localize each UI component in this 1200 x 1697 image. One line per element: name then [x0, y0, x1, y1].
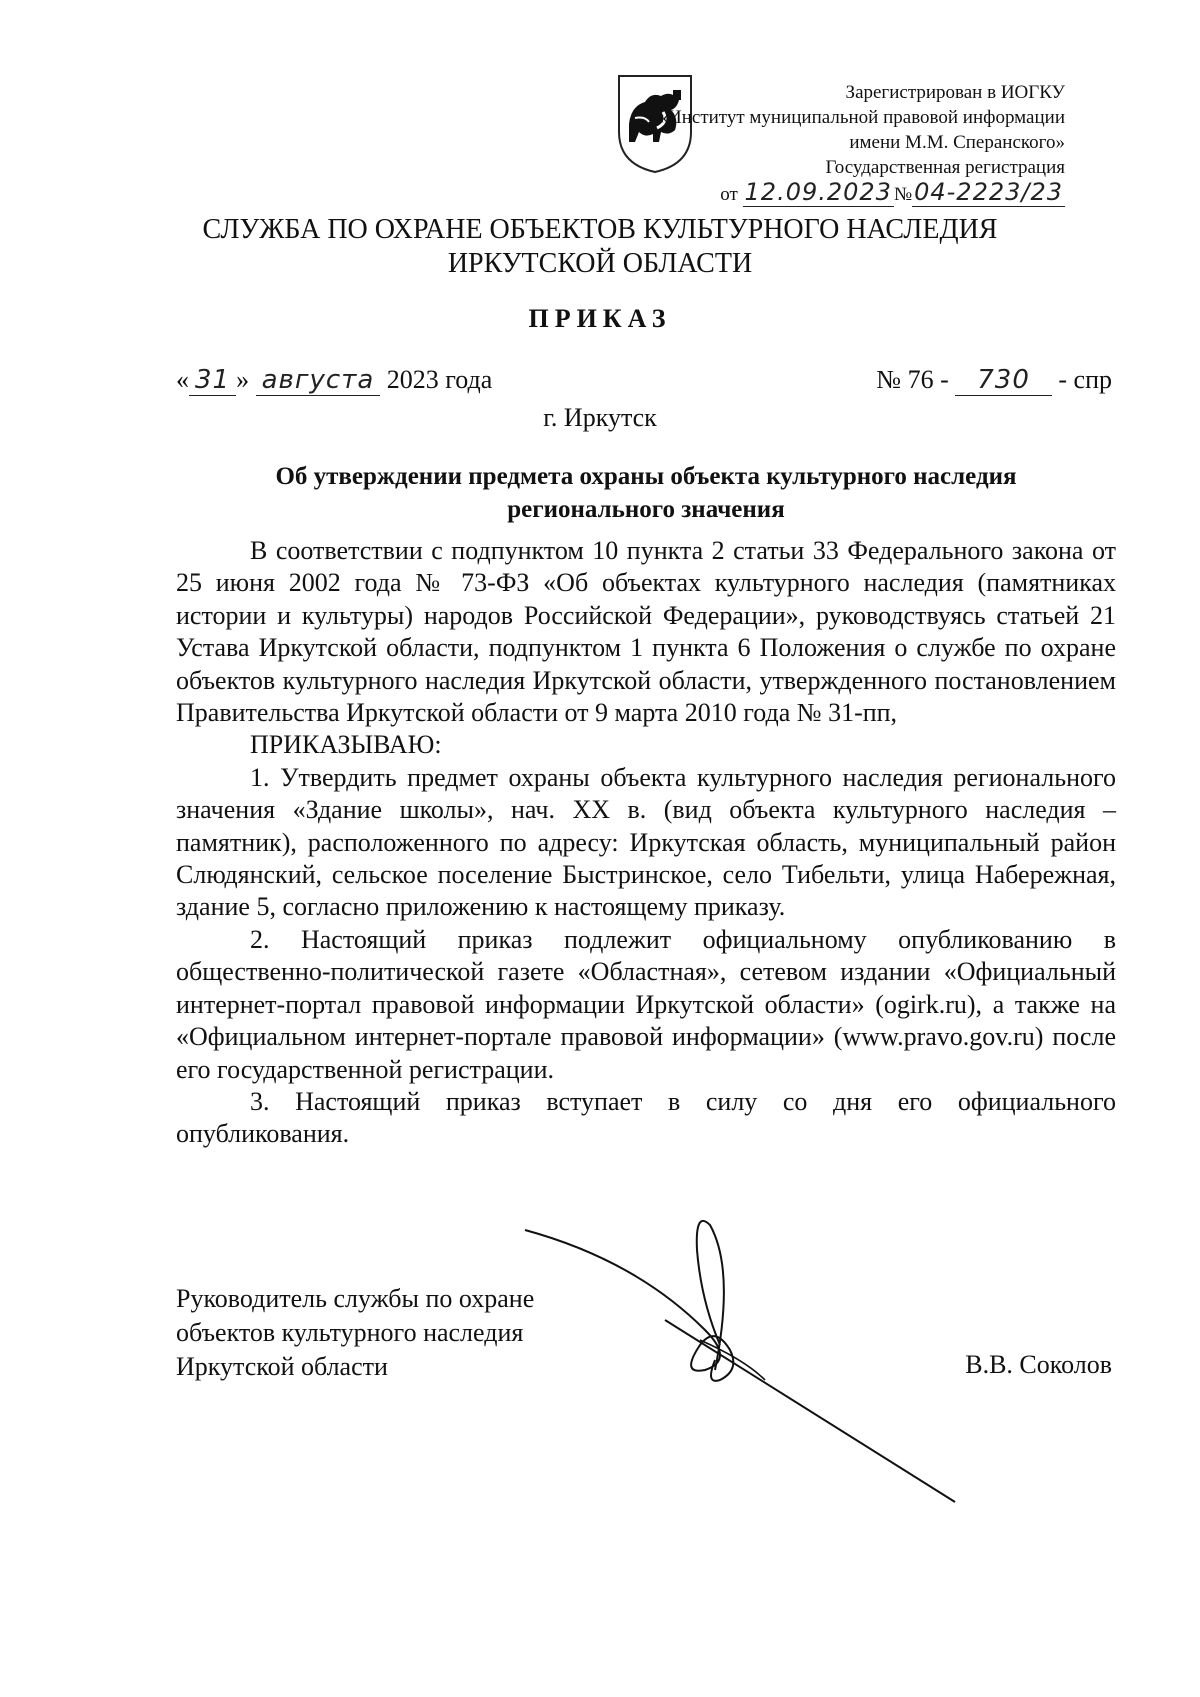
number-prefix: № 76 -	[876, 365, 949, 394]
number-suffix: - спр	[1058, 365, 1112, 394]
date-month: августа	[256, 365, 381, 396]
registration-stamp	[659, 80, 1066, 207]
registration-prefix: от	[720, 184, 738, 205]
date-year: 2023 года	[386, 365, 493, 394]
order-item-3: 3. Настоящий приказ вступает в силу со дня его официального опубликования.	[176, 1086, 1116, 1149]
order-body	[176, 535, 1116, 1151]
order-date	[176, 365, 492, 395]
registration-number: 04-2223/23	[914, 178, 1063, 206]
registration-line-3: имени М.М. Сперанского»	[849, 132, 1065, 153]
order-subject	[176, 460, 1116, 526]
order-number	[876, 365, 1112, 395]
signatory-line-3: Иркутской области	[176, 1352, 388, 1381]
subject-line-2: регионального значения	[507, 496, 785, 523]
date-day: 31	[189, 365, 236, 396]
registration-line-2: «Институт муниципальной правовой информации	[658, 107, 1065, 128]
registration-date-number	[659, 180, 1066, 207]
signatory-line-2: объектов культурного наследия	[176, 1318, 524, 1347]
city: г. Иркутск	[543, 403, 657, 432]
number-value: 730	[955, 365, 1052, 396]
registration-line-1: Зарегистрирован в ИОГКУ	[845, 82, 1065, 103]
signatory-line-1: Руководитель службы по охране	[176, 1284, 535, 1313]
agency-line-1: СЛУЖБА ПО ОХРАНЕ ОБЪЕКТОВ КУЛЬТУРНОГО НАСЛЕДИЯ	[202, 214, 998, 245]
agency-line-2: ИРКУТСКОЙ ОБЛАСТИ	[447, 248, 753, 279]
registration-number-sign: №	[893, 184, 913, 205]
signatory-name: В.В. Соколов	[965, 1350, 1112, 1379]
order-item-1: 1. Утвердить предмет охраны объекта культурного наследия регионального значения «Здание школы», нач. XX в. (вид объекта культурного наследия – памятник), расположенного по адресу: Иркутская область, муниципальный район Слюдянский, сельское поселение Быстринское, село Тибельти, улица Набережная, здание 5, согласно приложению к настоящему приказу.	[176, 762, 1116, 922]
preamble-paragraph: В соответствии с подпунктом 10 пункта 2 статьи 33 Федерального закона от 25 июня 2002 года № 73-ФЗ «Об объектах культурного наследия (памятниках истории и культуры) народов Российской Федерации», руководствуясь статьей 21 Устава Иркутской области, подпунктом 1 пункта 6 Положения о службе по охране объектов культурного наследия Иркутской области, утвержденного постановлением Правительства Иркутской области от 9 марта 2010 года № 31-пп,	[176, 536, 1116, 728]
subject-line-1: Об утверждении предмета охраны объекта культурного наследия	[275, 463, 1017, 490]
date-close-quote: »	[236, 365, 250, 394]
order-item-2: 2. Настоящий приказ подлежит официальному опубликованию в общественно-политической газете «Областная», сетевом издании «Официальный интернет-портал правовой информации Иркутской области» (ogirk.ru), а также на «Официальном интернет-портале правовой информации» (www.pravo.gov.ru) после его государственной регистрации.	[176, 924, 1116, 1084]
order-title: ПРИКАЗ	[528, 304, 672, 333]
date-open-quote: «	[176, 365, 189, 394]
agency-name	[0, 213, 1200, 281]
signatory-position	[176, 1282, 534, 1384]
order-word: ПРИКАЗЫВАЮ:	[250, 730, 442, 760]
registration-date: 12.09.2023	[744, 178, 892, 206]
handwritten-signature	[515, 1210, 965, 1510]
registration-line-4: Государственная регистрация	[825, 157, 1065, 178]
